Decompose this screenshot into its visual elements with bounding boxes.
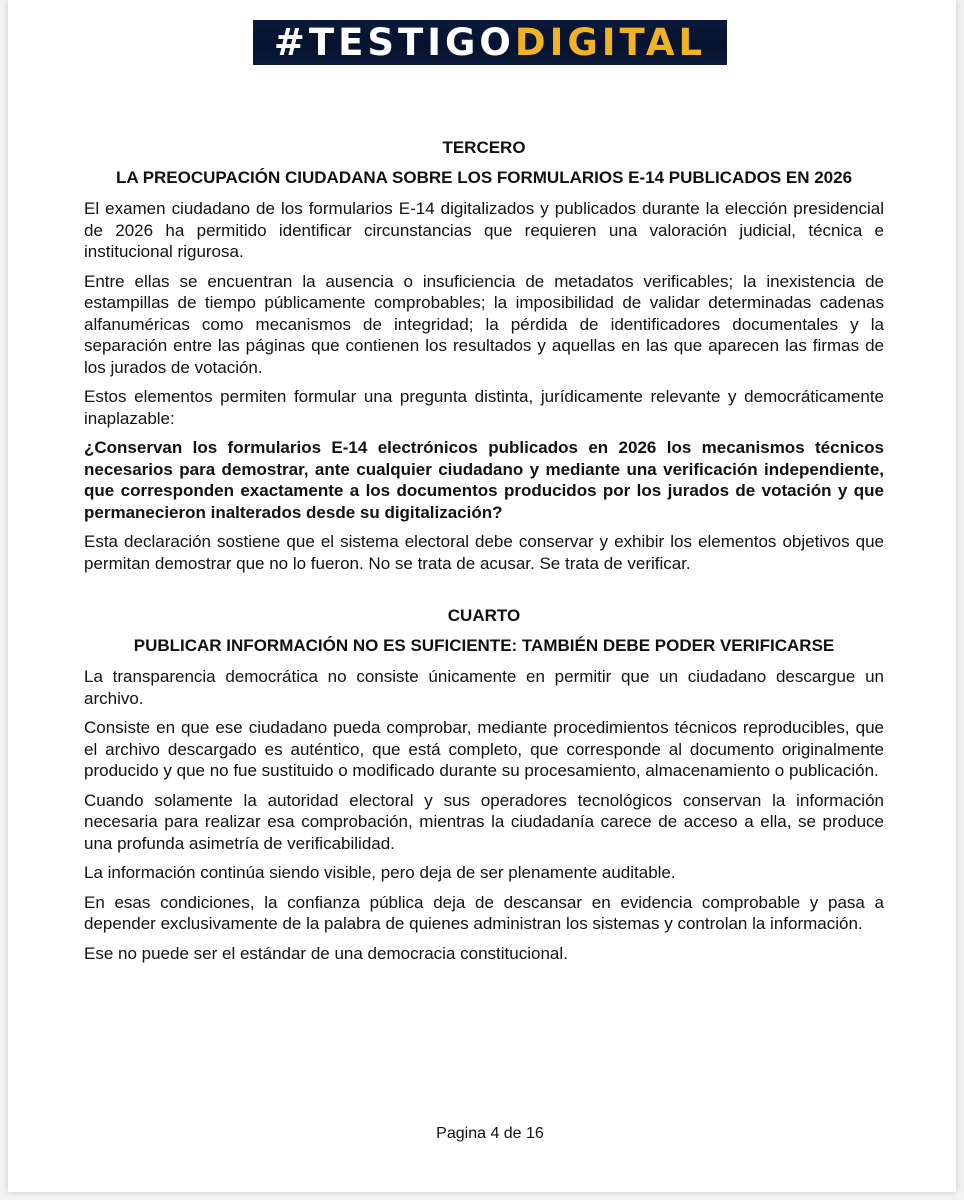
paragraph: Consiste en que ese ciudadano pueda comprobar, mediante procedimientos técnicos reproducibles, que el archivo descargado es auténtico, que está completo, que corresponde al documento originalmente producido y que no fue sustituido o modificado durante su procesamiento, almacenamiento o publicación. (84, 718, 884, 780)
paragraph: Cuando solamente la autoridad electoral y sus operadores tecnológicos conservan la información necesaria para realizar esa comprobación, mientras la ciudadanía carece de acceso a ella, se produce una profunda asimetría de verificabilidad. (84, 790, 884, 853)
key-question-paragraph: ¿Conservan los formularios E-14 electrónicos publicados en 2026 los mecanismos técnicos necesarios para demostrar, ante cualquier ciudadano y mediante una verificación independiente, que corresponden exactamente a los documentos producidos por los jurados de votación y que permanecieron inalterados desde su digitalización? (84, 438, 884, 522)
paragraph: Esta declaración sostiene que el sistema electoral debe conservar y exhibir los elementos objetivos que permitan demostrar que no lo fueron. No se trata de acusar. Se trata de verificar. (84, 532, 884, 573)
document-body (84, 137, 884, 972)
paragraph: La transparencia democrática no consiste únicamente en permitir que un ciudadano descargue un archivo. (84, 667, 884, 708)
logo-text-white: #TESTIGO (273, 21, 515, 64)
section-spacer (84, 582, 884, 605)
paragraph: La información continúa siendo visible, pero deja de ser plenamente auditable. (84, 863, 676, 882)
section-title: PUBLICAR INFORMACIÓN NO ES SUFICIENTE: TAMBIÉN DEBE PODER VERIFICARSE (133, 635, 835, 655)
testigo-digital-logo (253, 20, 727, 65)
paragraph: Ese no puede ser el estándar de una democracia constitucional. (84, 943, 568, 963)
document-page (8, 0, 956, 1192)
section-title: LA PREOCUPACIÓN CIUDADANA SOBRE LOS FORMULARIOS E-14 PUBLICADOS EN 2026 (115, 167, 853, 187)
section-label: CUARTO (447, 606, 521, 625)
logo-text-yellow: DIGITAL (514, 21, 707, 64)
paragraph: Estos elementos permiten formular una pregunta distinta, jurídicamente relevante y democráticamente inaplazable: (84, 387, 884, 428)
page-number: Pagina 4 de 16 (436, 1125, 544, 1142)
paragraph: El examen ciudadano de los formularios E-14 digitalizados y publicados durante la elección presidencial de 2026 ha permitido identificar circunstancias que requieren una valoración judicial, técnica e institucional rigurosa. (84, 199, 884, 261)
section-tercero (84, 137, 884, 574)
section-label: TERCERO (442, 138, 526, 157)
section-cuarto (84, 605, 884, 964)
paragraph: En esas condiciones, la confianza pública deja de descansar en evidencia comprobable y pasa a depender exclusivamente de la palabra de quienes administran los sistemas y controlan la información. (84, 892, 884, 933)
paragraph: Entre ellas se encuentran la ausencia o insuficiencia de metadatos verificables; la inexistencia de estampillas de tiempo públicamente comprobables; la imposibilidad de validar determinadas cadenas alfanuméricas como mecanismos de integridad; la pérdida de identificadores documentales y la separación entre las páginas que contienen los resultados y aquellas en las que aparecen las firmas de los jurados de votación. (84, 271, 884, 377)
